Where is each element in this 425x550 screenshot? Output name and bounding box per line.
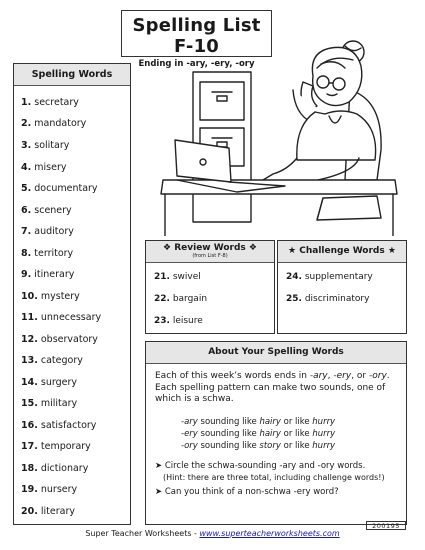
sound-line: -ery sounding like hairy or like hurry <box>181 429 336 439</box>
item-word: swivel <box>172 272 201 282</box>
item-number: 22. <box>154 294 170 304</box>
list-item <box>21 420 96 431</box>
item-number: 17. <box>21 441 38 452</box>
item-word: literary <box>40 506 75 517</box>
list-item <box>21 205 72 216</box>
item-word: unnecessary <box>40 312 102 323</box>
website-link[interactable]: www.superteacherworksheets.com <box>199 529 340 538</box>
item-number: 14. <box>21 377 38 388</box>
item-number: 21. <box>154 272 170 282</box>
list-item <box>21 162 66 173</box>
list-item <box>21 441 91 452</box>
challenge-words-header: ★ Challenge Words ★ <box>278 241 406 263</box>
list-item <box>286 294 369 304</box>
item-word: auditory <box>34 226 74 237</box>
item-number: 19. <box>21 484 38 495</box>
footer: Super Teacher Worksheets - www.superteacherworksheets.com <box>85 529 340 538</box>
list-item <box>21 334 98 345</box>
spelling-words-panel <box>13 63 131 525</box>
hint-text: (Hint: there are three total, including challenge words!) <box>163 473 385 482</box>
item-word: secretary <box>34 97 79 108</box>
item-word: temporary <box>40 441 91 452</box>
item-number: 15. <box>21 398 38 409</box>
item-number: 5. <box>21 183 32 194</box>
list-item <box>21 97 79 108</box>
item-word: surgery <box>40 377 77 388</box>
item-word: misery <box>34 162 67 173</box>
secretary-illustration <box>145 30 407 236</box>
item-number: 16. <box>21 420 38 431</box>
item-word: leisure <box>172 316 203 326</box>
about-intro: Each of this week’s words ends in -ary, -ery, or -ory. Each spelling pattern can make two sounds, one of which is a schwa. <box>155 371 390 404</box>
item-number: 24. <box>286 272 302 282</box>
review-words-header <box>146 241 274 263</box>
item-number: 11. <box>21 312 38 323</box>
item-number: 18. <box>21 463 38 474</box>
item-word: mandatory <box>34 118 87 129</box>
arrow-icon: ➤ <box>155 487 163 497</box>
review-words-panel <box>145 240 275 334</box>
page-title: Spelling List F-10 <box>132 15 261 57</box>
list-item <box>154 316 203 326</box>
instruction-bullet: ➤ Circle the schwa-sounding -ary and -ory words. <box>155 461 366 471</box>
list-item <box>21 226 74 237</box>
item-word: mystery <box>40 291 80 302</box>
item-number: 13. <box>21 355 38 366</box>
item-word: scenery <box>34 205 72 216</box>
list-item <box>154 294 207 304</box>
about-header: About Your Spelling Words <box>146 342 406 364</box>
arrow-icon: ➤ <box>155 461 163 471</box>
item-word: territory <box>34 248 74 259</box>
review-words-source: (from List F-8) <box>192 253 228 259</box>
spelling-words-header: Spelling Words <box>14 64 130 86</box>
page-subtitle: Ending in -ary, -ery, -ory <box>138 59 255 69</box>
item-number: 7. <box>21 226 32 237</box>
list-item <box>21 312 101 323</box>
item-number: 3. <box>21 140 32 151</box>
list-item <box>21 140 69 151</box>
item-number: 9. <box>21 269 32 280</box>
list-item <box>21 398 77 409</box>
item-word: category <box>40 355 83 366</box>
sound-line: -ary sounding like hairy or like hurry <box>181 417 336 427</box>
challenge-words-panel <box>277 240 407 334</box>
item-number: 23. <box>154 316 170 326</box>
list-item <box>21 183 98 194</box>
item-word: observatory <box>40 334 98 345</box>
item-word: dictionary <box>40 463 89 474</box>
list-item <box>21 484 77 495</box>
list-item <box>21 248 73 259</box>
item-number: 1. <box>21 97 32 108</box>
list-item <box>21 463 88 474</box>
about-panel <box>145 341 407 525</box>
worksheet-code: 200195 <box>366 521 406 530</box>
item-word: supplementary <box>304 272 373 282</box>
item-number: 4. <box>21 162 32 173</box>
item-word: solitary <box>34 140 70 151</box>
item-number: 8. <box>21 248 32 259</box>
item-number: 12. <box>21 334 38 345</box>
list-item <box>154 272 201 282</box>
list-item <box>21 269 74 280</box>
item-number: 20. <box>21 506 38 517</box>
list-item <box>21 118 86 129</box>
item-word: bargain <box>172 294 208 304</box>
instruction-bullet: ➤ Can you think of a non-schwa -ery word? <box>155 487 339 497</box>
review-words-title: ❖ Review Words ❖ <box>163 243 257 253</box>
item-number: 10. <box>21 291 38 302</box>
item-word: documentary <box>34 183 98 194</box>
item-word: military <box>40 398 78 409</box>
list-item <box>21 377 77 388</box>
item-number: 25. <box>286 294 302 304</box>
list-item <box>21 291 80 302</box>
item-number: 6. <box>21 205 32 216</box>
list-item <box>286 272 373 282</box>
list-item <box>21 355 83 366</box>
item-word: satisfactory <box>40 420 97 431</box>
item-number: 2. <box>21 118 32 129</box>
item-word: discriminatory <box>304 294 370 304</box>
item-word: itinerary <box>34 269 75 280</box>
list-item <box>21 506 75 517</box>
sound-line: -ory sounding like story or like hurry <box>181 441 336 451</box>
item-word: nursery <box>40 484 78 495</box>
